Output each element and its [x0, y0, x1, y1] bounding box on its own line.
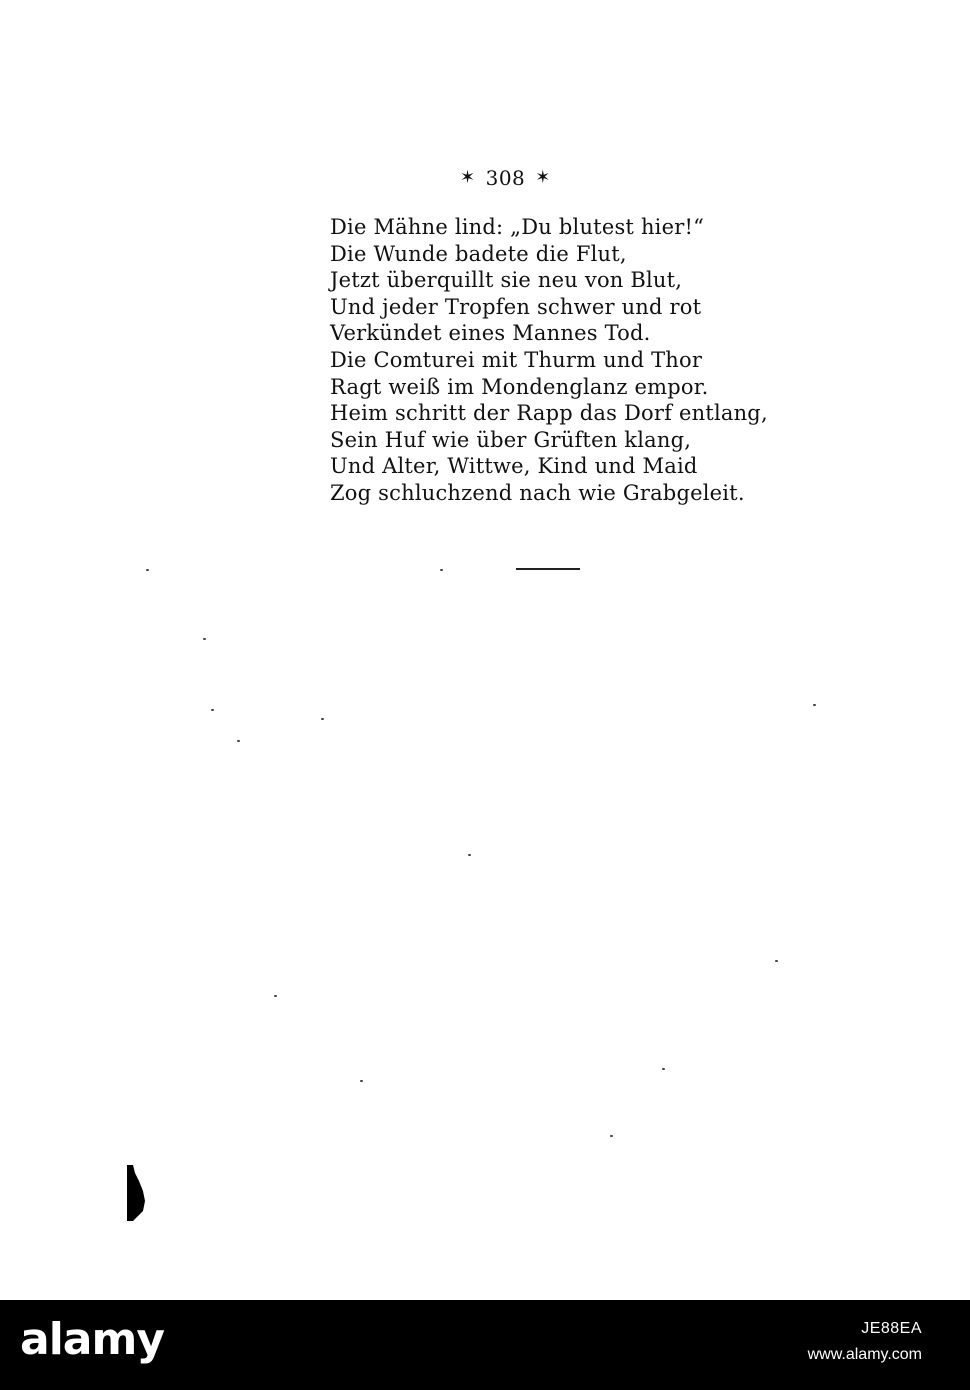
page-header — [460, 163, 610, 193]
scan-speck — [662, 1068, 665, 1070]
scan-speck — [321, 718, 324, 720]
watermark-footer — [0, 1300, 970, 1390]
scan-edge-mark — [127, 1165, 147, 1221]
poem-line: Zog schluchzend nach wie Grabgeleit. — [330, 480, 745, 505]
brand-logo: alamy — [20, 1314, 164, 1365]
scan-speck — [360, 1080, 363, 1082]
scan-speck — [468, 854, 471, 856]
poem-stanza — [330, 214, 768, 507]
site-url: www.alamy.com — [807, 1346, 922, 1363]
poem-line: Und Alter, Wittwe, Kind und Maid — [330, 454, 698, 479]
poem-line: Verkündet eines Mannes Tod. — [330, 321, 651, 346]
poem-line: Jetzt überquillt sie neu von Blut, — [330, 268, 683, 293]
image-id: JE88EA — [861, 1320, 922, 1337]
ornament-right-icon: ✶ — [535, 167, 551, 188]
scan-speck — [775, 960, 778, 962]
ornament-left-icon: ✶ — [460, 167, 476, 188]
scan-speck — [610, 1135, 613, 1137]
scan-speck — [146, 569, 149, 571]
page-number: 308 — [485, 166, 526, 190]
scan-speck — [440, 569, 443, 571]
section-end-rule — [516, 568, 580, 570]
scan-speck — [274, 995, 277, 997]
scan-speck — [813, 704, 816, 706]
poem-line: Die Mähne lind: „Du blutest hier!“ — [330, 215, 705, 239]
poem-line: Heim schritt der Rapp das Dorf entlang, — [330, 401, 768, 426]
poem-line: Und jeder Tropfen schwer und rot — [330, 294, 702, 319]
poem-line: Die Wunde badete die Flut, — [330, 241, 627, 266]
poem-line: Ragt weiß im Mondenglanz empor. — [330, 374, 709, 399]
scan-speck — [203, 638, 206, 640]
scan-speck — [237, 740, 240, 742]
scan-speck — [211, 709, 214, 711]
poem-line: Sein Huf wie über Grüften klang, — [330, 427, 692, 452]
poem-line: Die Comturei mit Thurm und Thor — [330, 347, 703, 372]
